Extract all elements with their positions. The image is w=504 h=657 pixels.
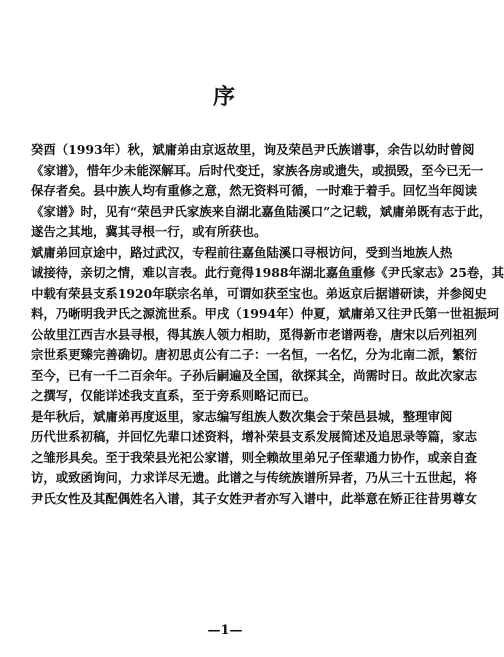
text-line: 至今，已有一千二百余年。子孙后嗣遍及全国，欲探其全，尚需时日。故此次家志 [31,367,478,383]
text-line: 《家谱》时，见有“荣邑尹氏家族来自湖北嘉鱼陆溪口”之记载，斌庸弟既有志于此， [31,203,492,219]
text-line: 历代世系初稿，并回忆先辈口述资料，增补荣县支系发展简述及追思录等篇，家志 [31,429,478,444]
text-line: 宗世系更臻完善确切。唐初思贞公有二子：一名恒，一名忆，分为北南二派，繁衍 [31,347,478,362]
text-line: 料，乃晰明我尹氏之源流世系。甲戌（1994年）仲夏，斌庸弟又往尹氏第一世祖振珂 [31,306,500,321]
preface-body [31,140,504,509]
text-line: 癸酉（1993年）秋，斌庸弟由京返故里，询及荣邑尹氏族谱事，余告以幼时曾阅 [31,142,475,157]
text-line: 斌庸弟回京途中，路过武汉，专程前往嘉鱼陆溪口寻根访问，受到当地族人热 [31,244,453,260]
text-line: 之撰写，仅能详述我支直系，至于旁系则略记而已。 [31,388,316,403]
text-line: 保存者矣。县中族人均有重修之意，然无资料可循，一时难于着手。回忆当年阅读 [31,183,478,198]
text-line: 遂告之其地，冀其寻根一行，或有所获也。 [31,224,267,239]
text-line: 中载有荣县支系1920年联宗名单，可谓如获至宝也。弟返京后据谱研读，并参阅史 [31,285,487,301]
text-line: 《家谱》，惜年少未能深解耳。后时代变迁，家族各房或遗失，或损毁，至今已无一 [31,162,484,178]
text-line: 是年秋后，斌庸弟再度返里，家志编写组族人数次集会于荣邑县城，整理审阅 [31,408,453,424]
text-line: 访，或致函询问，力求详尽无遗。此谱之与传统族谱所异者，乃从三十五世起，将 [31,470,478,485]
text-line: 诚接待，亲切之情，难以言表。此行竟得1988年湖北嘉鱼重修《尹氏家志》25卷，其 [31,265,504,280]
page-title: 序 [212,84,237,110]
page-number: —1— [207,623,243,638]
text-line: 公故里江西吉水县寻根，得其族人领力相助，觅得新市老谱两卷，唐宋以后列祖列 [31,326,478,342]
text-line: 尹氏女性及其配偶姓名入谱，其子女姓尹者亦写入谱中，此举意在矫正往昔男尊女 [31,490,478,506]
text-line: 之雏形具矣。至于我荣县光祀公家谱，则全赖故里弟兄子侄辈通力协作，或亲自查 [31,449,478,465]
